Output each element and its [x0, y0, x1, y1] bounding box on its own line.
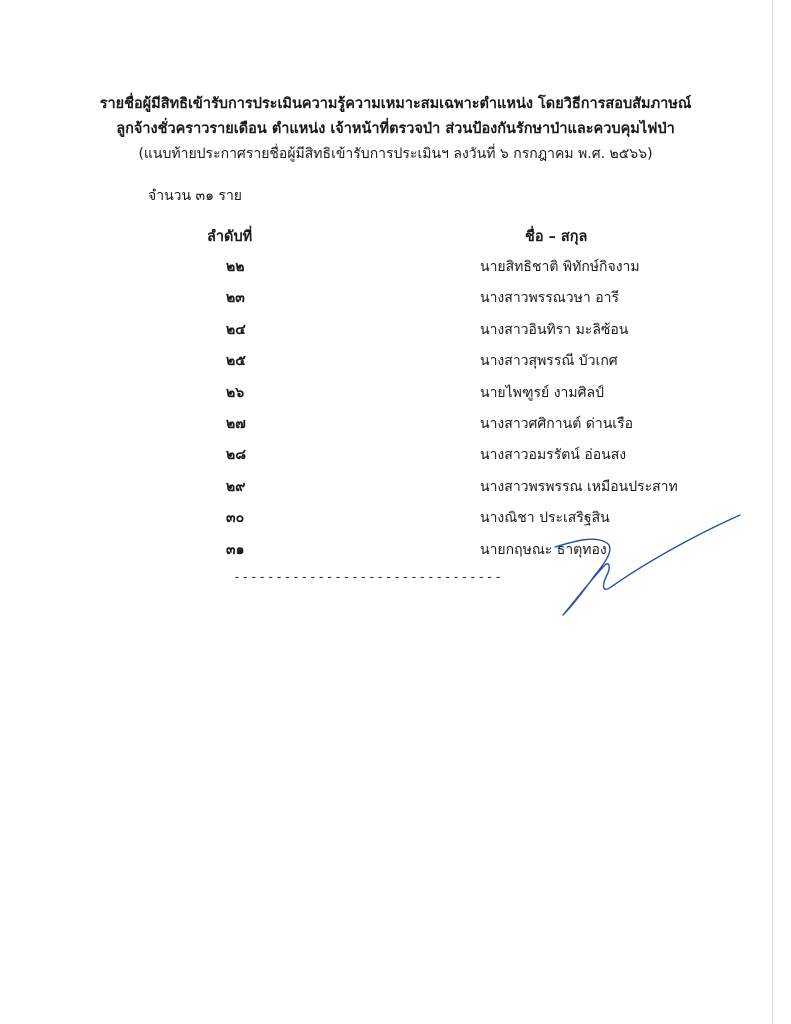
candidate-order-number: ๒๔ [226, 321, 246, 338]
candidate-order-number: ๒๕ [226, 353, 246, 370]
candidate-row [0, 319, 791, 350]
candidate-full-name: นายกฤษณะ ธาตุทอง [480, 541, 607, 558]
column-header-name: ชื่อ – สกุล [525, 229, 588, 245]
candidate-full-name: นายไพฑูรย์ งามศิลป์ [480, 384, 604, 401]
candidate-full-name: นางสาวศศิกานต์ ด่านเรือ [480, 415, 633, 432]
signature-mark [545, 505, 745, 625]
candidate-row [0, 256, 791, 287]
candidate-order-number: ๒๗ [226, 415, 246, 432]
document-title-line-1: รายชื่อผู้มีสิทธิเข้ารับการประเมินความรู้ความเหมาะสมเฉพาะตำแหน่ง โดยวิธีการสอบสัมภาษณ์ [99, 96, 692, 112]
candidate-order-number: ๓๑ [226, 541, 245, 558]
candidate-order-number: ๒๙ [226, 478, 246, 495]
candidate-order-number: ๒๓ [226, 290, 245, 307]
document-title-line-2: ลูกจ้างชั่วคราวรายเดือน ตำแหน่ง เจ้าหน้าที่ตรวจป่า ส่วนป้องกันรักษาป่าและควบคุมไฟป่า [116, 121, 675, 137]
candidate-order-number: ๓๐ [226, 510, 245, 527]
candidate-full-name: นางสาวพรพรรณ เหมือนประสาท [480, 478, 678, 495]
candidate-order-number: ๒๒ [226, 259, 245, 275]
candidate-full-name: นางณิชา ประเสริฐสิน [480, 510, 610, 527]
candidate-row [0, 287, 791, 318]
document-subtitle: (แนบท้ายประกาศรายชื่อผู้มีสิทธิเข้ารับการประเมินฯ ลงวันที่ ๖ กรกฎาคม พ.ศ. ๒๕๖๖) [138, 146, 653, 162]
candidate-full-name: นางสาวสุพรรณี บัวเกศ [480, 353, 618, 370]
candidate-order-number: ๒๖ [226, 384, 245, 401]
candidate-full-name: นางสาวพรรณวษา อารี [480, 290, 619, 307]
candidate-row [0, 413, 791, 444]
candidate-full-name: นางสาวอมรรัตน์ อ่อนสง [480, 447, 627, 464]
candidate-count: จำนวน ๓๑ ราย [148, 188, 243, 204]
column-header-order: ลำดับที่ [207, 229, 253, 245]
candidate-row [0, 476, 791, 507]
candidate-order-number: ๒๘ [226, 447, 247, 464]
candidate-row [0, 350, 791, 381]
candidate-row [0, 444, 791, 475]
end-of-list-dashes: -------------------------------- [233, 570, 503, 585]
candidate-full-name: นางสาวอินทิรา มะลิซ้อน [480, 321, 629, 338]
candidate-full-name: นายสิทธิชาติ พิทักษ์กิจงาม [480, 259, 640, 275]
candidate-row [0, 382, 791, 413]
